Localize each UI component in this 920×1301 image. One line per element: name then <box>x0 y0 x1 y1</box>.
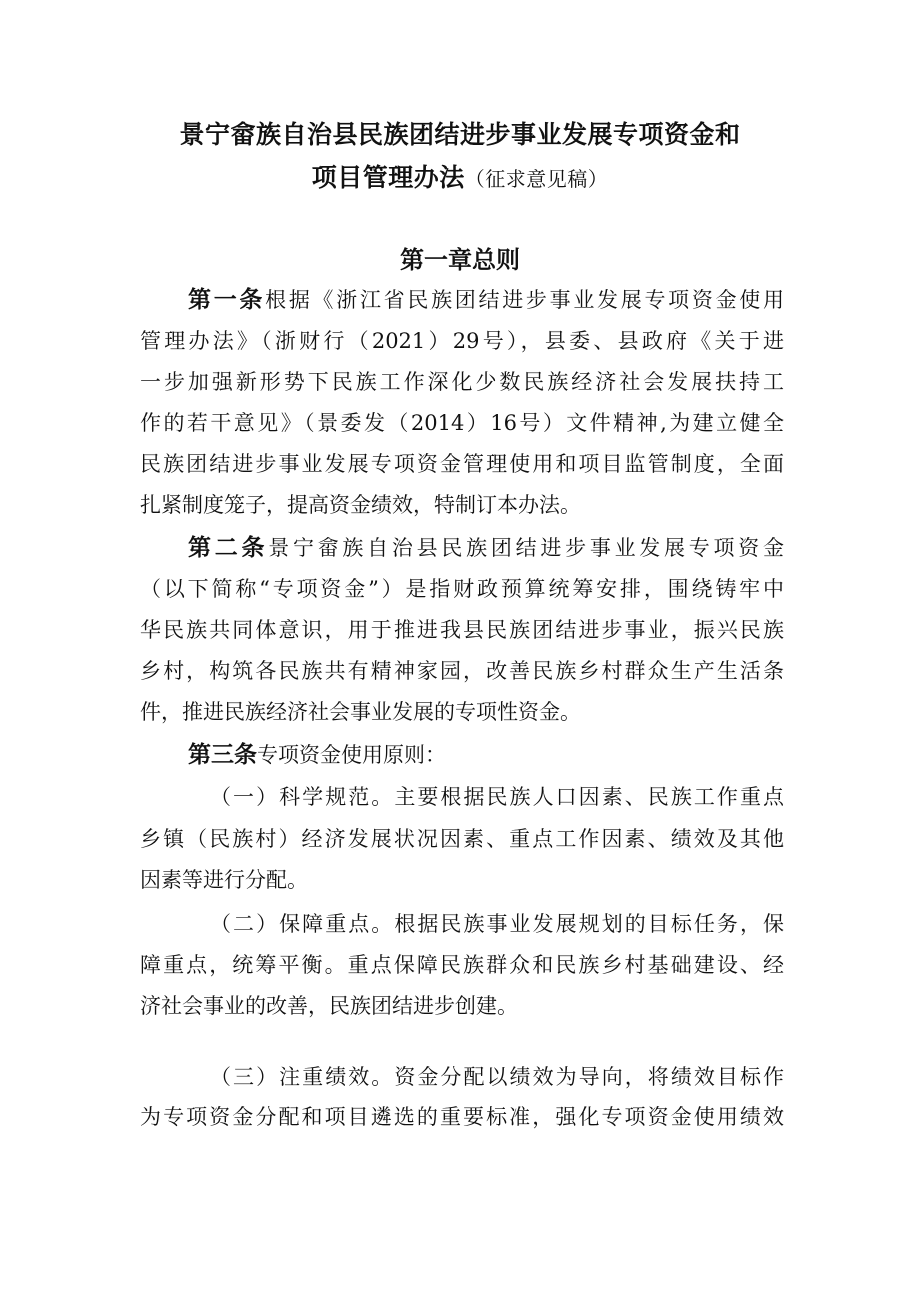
title-line2-text: 项目管理办法 <box>311 163 465 192</box>
article1-line-1 <box>188 286 784 314</box>
title-line1-text: 景宁畲族自治县民族团结进步事业发展专项资金和 <box>179 120 741 149</box>
article1-line-6: 扎紧制度笼子，提高资金绩效，特制订本办法。 <box>140 493 581 517</box>
article2-text-1: 景宁畲族自治县民族团结进步事业发展专项资金 <box>268 536 784 560</box>
article2-line-1 <box>188 534 784 562</box>
article1-line-5: 民族团结进步事业发展专项资金管理使用和项目监管制度，全面 <box>140 452 784 476</box>
item3-line-2: 为专项资金分配和项目遴选的重要标准，强化专项资金使用绩效 <box>140 1105 784 1129</box>
article2-line-4: 乡村，构筑各民族共有精神家园，改善民族乡村群众生产生活条 <box>140 659 784 683</box>
draft-note: （征求意见稿） <box>464 167 609 191</box>
item2-line-1: （二）保障重点。根据民族事业发展规划的目标任务，保 <box>210 912 784 936</box>
article2-line-2: （以下简称“专项资金”）是指财政预算统筹安排，围绕铸牢中 <box>140 577 784 601</box>
item2-line-3: 济社会事业的改善，民族团结进步创建。 <box>140 994 518 1018</box>
article1-text-1: 根据《浙江省民族团结进步事业发展专项资金使用 <box>265 288 784 312</box>
article3-line-1 <box>188 741 784 769</box>
article1-line-2: 管理办法》（浙财行（2021）29号），县委、县政府《关于进 <box>140 329 784 353</box>
item1-line-1: （一）科学规范。主要根据民族人口因素、民族工作重点 <box>210 785 784 809</box>
chapter-title: 第一章总则 <box>400 246 520 274</box>
article3-intro: 专项资金使用原则： <box>257 743 446 767</box>
document-title-line2 <box>0 158 920 194</box>
article3-heading: 第三条 <box>188 742 257 768</box>
article1-line-3: 一步加强新形势下民族工作深化少数民族经济社会发展扶持工 <box>140 370 784 394</box>
item3-line-1: （三）注重绩效。资金分配以绩效为导向，将绩效目标作 <box>210 1065 784 1089</box>
article1-heading: 第一条 <box>188 287 266 313</box>
document-title-line1 <box>0 115 920 151</box>
item1-line-2: 乡镇（民族村）经济发展状况因素、重点工作因素、绩效及其他 <box>140 827 784 851</box>
article2-heading: 第二条 <box>188 535 269 561</box>
item2-line-2: 障重点，统筹平衡。重点保障民族群众和民族乡村基础建设、经 <box>140 953 784 977</box>
article1-line-4: 作的若干意见》（景委发（2014）16号）文件精神,为建立健全 <box>140 411 784 435</box>
item1-line-3: 因素等进行分配。 <box>140 868 308 892</box>
article2-line-5: 件，推进民族经济社会事业发展的专项性资金。 <box>140 700 581 724</box>
article2-line-3: 华民族共同体意识，用于推进我县民族团结进步事业，振兴民族 <box>140 618 784 642</box>
